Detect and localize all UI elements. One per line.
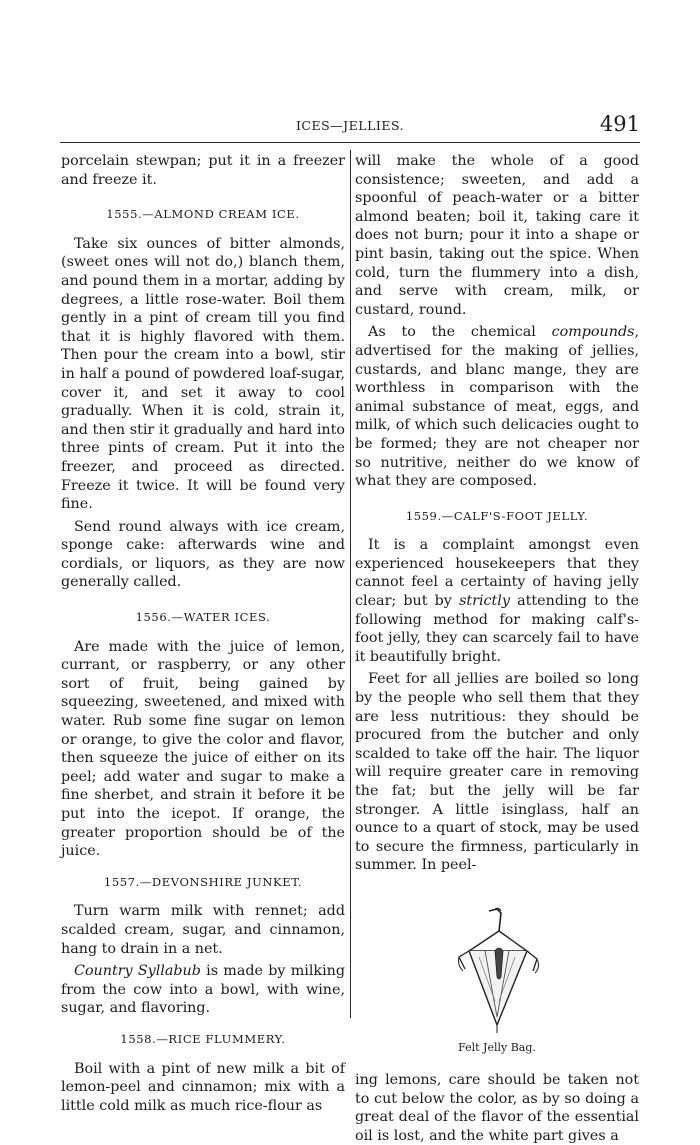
paragraph-text: , advertised for the making of jellies, custards, and blanc mange, they are worthless in comparison with the animal substance of meat, eggs, and milk, of which such delicacies ought to be formed; they are not cheaper nor so nutritive, neither do we know of what they are composed. [355, 324, 639, 490]
paragraph-continued: porcelain stewpan; put it in a freezer and freeze it. [61, 153, 345, 188]
recipe-heading-1557: 1557.—DEVONSHIRE JUNKET. [103, 874, 303, 889]
page-number: 491 [599, 112, 640, 136]
paragraph-text: As to the chemical [368, 324, 552, 341]
paragraph-continued-bottom: ing lemons, care should be taken not to cut below the color, as by so doing a great deal of the flavor of the essential oil is lost, and the white part gives a [355, 1071, 639, 1144]
column-divider [350, 150, 351, 1018]
header-rule [60, 142, 640, 143]
recipe-note-text: is made by milking from the cow into a bowl, with wine, sugar, and flavoring. [61, 963, 346, 1017]
paragraph-text: It is a complaint amongst even experienced housekeepers that they cannot feel a certainty of having jelly clear; but by [355, 537, 639, 610]
running-head [60, 112, 640, 138]
recipe-text-1555: Take six ounces of bitter almonds, (sweet ones will not do,) blanch them, and pound them in a mortar, adding by degrees, a little rose-water. Boil them gently in a pint of cream till you find that it is highly flavored with them. Then pour the cream into a bowl, stir in half a pound of powdered loaf-sugar, cover it, and set it away to cool gradually. When it is cold, strain it, and then stir it gradually and hard into three pints of cream. Put it into the freezer, and proceed as directed. Freeze it twice. It will be found very fine. [61, 235, 345, 513]
paragraph-compounds [355, 323, 639, 490]
recipe-heading-1555: 1555.—ALMOND CREAM ICE. [106, 207, 300, 222]
recipe-note-1557 [61, 962, 345, 1018]
jelly-bag-illustration [439, 907, 559, 1039]
left-column [61, 152, 345, 1115]
italic-term: strictly [459, 593, 510, 610]
paragraph-text: attending to the following method for making calf's-foot jelly, they can scarcely fail to have it beautifully bright. [355, 593, 640, 665]
recipe-text-1559 [355, 536, 639, 666]
recipe-text-feet: Feet for all jellies are boiled so long by the people who sell them that they are less nutritious: they should be procured from the butcher and only scalded to take off the hair. The liquor will require greater care in removing the fat; but the jelly will be far stronger. A little isinglass, half an ounce to a quart of stock, may be used to secure the firmness, particularly in summer. In peel- [355, 671, 639, 874]
recipe-heading-1558: 1558.—RICE FLUMMERY. [120, 1031, 286, 1046]
running-title: ICES—JELLIES. [295, 118, 405, 133]
recipe-heading-1559: 1559.—CALF'S-FOOT JELLY. [405, 508, 589, 523]
right-column [355, 152, 639, 1145]
figure-caption: Felt Jelly Bag. [458, 1040, 536, 1054]
italic-term: Country Syllabub [74, 963, 201, 980]
recipe-text-1556: Are made with the juice of lemon, currant, or raspberry, or any other sort of fruit, being gained by squeezing, sweetened, and mixed with water. Rub some fine sugar on lemon or orange, to give the color and flavor, then squeeze the juice of either on its peel; add water and sugar to make a fine sherbet, and strain it before it be put into the icepot. If orange, the greater proportion should be of the juice. [61, 638, 345, 860]
italic-term: compounds [551, 324, 635, 341]
recipe-note-1555: Send round always with ice cream, sponge cake: afterwards wine and cordials, or liquors, as they are now generally called. [61, 518, 345, 591]
paragraph-continued: will make the whole of a good consistence; sweeten, and add a spoonful of peach-water or a bitter almond beaten; boil it, taking care it does not burn; pour it into a shape or pint basin, taking out the spice. When cold, turn the flummery into a dish, and serve with cream, milk, or custard, round. [355, 153, 639, 318]
recipe-text-1558: Boil with a pint of new milk a bit of lemon-peel and cinnamon; mix with a little cold milk as much rice-flour as [61, 1060, 345, 1114]
recipe-heading-1556: 1556.—WATER ICES. [135, 610, 271, 625]
recipe-text-1557: Turn warm milk with rennet; add scalded cream, sugar, and cinnamon, hang to drain in a net. [61, 903, 345, 957]
jelly-bag-figure [355, 875, 639, 1071]
